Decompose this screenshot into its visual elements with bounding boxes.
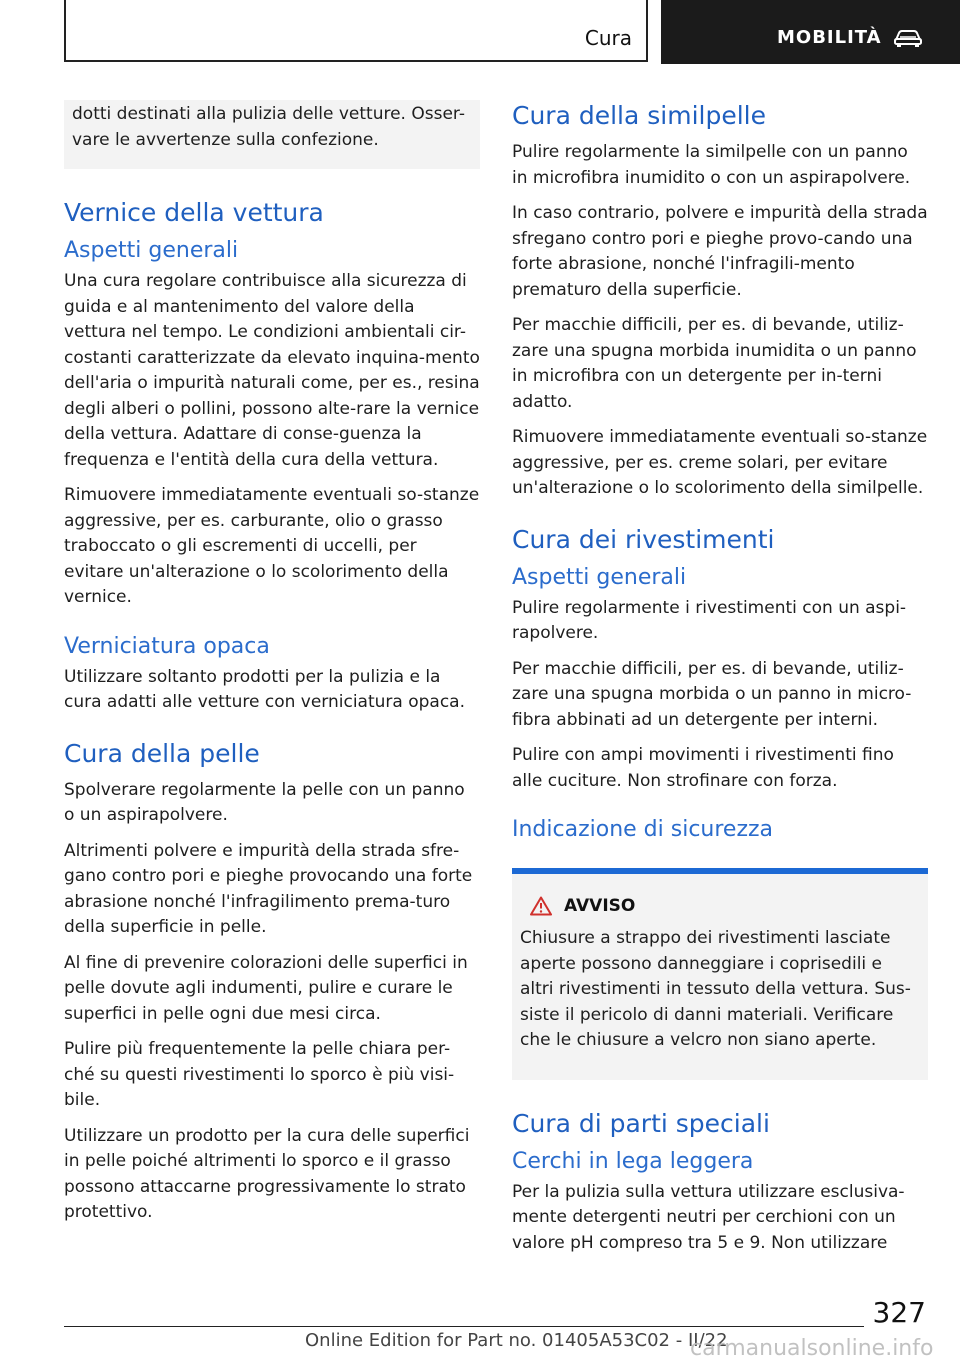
paragraph: Per macchie difficili, per es. di bevande, utiliz-zare una spugna morbida o un panno in micro-fibra abbinati ad un detergente per interni. [512,658,912,730]
warning-triangle-icon [530,896,552,916]
paragraph: Pulire con ampi movimenti i rivestimenti fino alle cuciture. Non strofinare con forza. [512,745,894,791]
subheading-aspetti-generali: Aspetti generali [512,564,687,590]
paragraph: Altrimenti polvere e impurità della strada sfre-gano contro pori e pieghe provocando una forte abrasione nonché l'infragilimento prema-turo della superficie in pelle. [64,840,473,937]
heading-cura-similpelle: Cura della similpelle [512,101,766,130]
subheading-indicazione-sicurezza: Indicazione di sicurezza [512,817,774,842]
subheading-cerchi-lega: Cerchi in lega leggera [512,1148,754,1174]
warning-title-row [530,896,920,916]
paragraph: Rimuovere immediatamente eventuali so-stanze aggressive, per es. carburante, olio o grasso traboccato o gli escrementi di uccelli, per evitare un'alterazione o lo scolorimento della vernice. [64,485,480,607]
heading-cura-rivestimenti: Cura dei rivestimenti [512,524,775,554]
paragraph: Spolverare regolarmente la pelle con un panno o un aspirapolvere. [64,779,465,825]
paragraph: Utilizzare un prodotto per la cura delle superfici in pelle poiché altrimenti lo sporco e il grasso possono attaccarne progressivamente lo strato protettivo. [64,1125,470,1222]
paragraph: Utilizzare soltanto prodotti per la pulizia e la cura adatti alle vetture con verniciatura opaca. [64,666,465,712]
warning-box [512,874,928,1080]
header-chapter-tab [661,0,960,64]
paragraph: Una cura regolare contribuisce alla sicurezza di guida e al mantenimento del valore della vettura nel tempo. Le condizioni ambientali cir-costanti caratterizzate da elevato inquina-mento dell'aria o impurità naturali come, per es., resina degli alberi o pollini, possono alte-rare la vernice della vettura. Adattare di conse-guenza la frequenza e l'entità della cura della vettura. [64,271,480,470]
heading-cura-pelle: Cura della pelle [64,738,260,768]
warning-label: AVVISO [564,896,636,916]
warning-text: Chiusure a strappo dei rivestimenti lasciate aperte possono danneggiare i coprisedili e altri rivestimenti in tessuto della vettura. Sus-siste il pericolo di danni materiali. Verificare che le chiusure a velcro non siano aperte. [520,928,911,1050]
header-left-frame [64,0,648,62]
subheading-aspetti-generali: Aspetti generali [64,238,239,263]
paragraph: Al fine di prevenire colorazioni delle superfici in pelle dovute agli indumenti, pulire e curare le superfici in pelle ogni due mesi circa. [64,952,468,1024]
footer-divider [64,1326,864,1327]
info-note-box [64,100,480,169]
right-column [512,100,928,1266]
header-section-title: Cura [584,26,632,50]
paragraph: Rimuovere immediatamente eventuali so-stanze aggressive, per es. creme solari, per evitare un'alterazione o lo scolorimento della similpelle. [512,427,928,498]
paragraph: Per macchie difficili, per es. di bevande, utiliz-zare una spugna morbida inumidita o un panno in microfibra con un detergente per in-terni adatto. [512,315,917,412]
watermark: carmanualsonline.info [690,1336,934,1361]
footer-edition: Online Edition for Part no. 01405A53C02 - II/22 [305,1330,728,1351]
paragraph: Pulire regolarmente la similpelle con un panno in microfibra inumidito o con un aspirapolvere. [512,142,911,188]
car-icon [893,28,923,48]
header-chapter-title: MOBILITÀ [777,27,882,48]
heading-vernice: Vernice della vettura [64,198,324,227]
note-text: dotti destinati alla pulizia delle vetture. Osser-vare le avvertenze sulla confezione. [72,104,465,150]
left-column [64,100,480,1236]
heading-parti-speciali: Cura di parti speciali [512,1108,770,1138]
paragraph: Pulire più frequentemente la pelle chiara per-ché su questi rivestimenti lo sporco è più visi-bile. [64,1039,455,1110]
paragraph: In caso contrario, polvere e impurità della strada sfregano contro pori e pieghe provo-cando una forte abrasione, nonché l'infragili-mento prematuro della superficie. [512,203,928,300]
paragraph: Per la pulizia sulla vettura utilizzare esclusiva-mente detergenti neutri per cerchioni con un valore pH compreso tra 5 e 9. Non utilizzare [512,1181,905,1253]
subheading-verniciatura-opaca: Verniciatura opaca [64,633,270,659]
paragraph: Pulire regolarmente i rivestimenti con un aspi-rapolvere. [512,597,907,643]
page-number: 327 [872,1296,926,1329]
